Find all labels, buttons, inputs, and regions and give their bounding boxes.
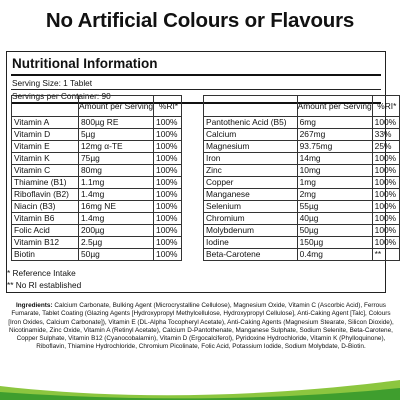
nutrient-amount: 2mg: [297, 189, 372, 201]
header-ri: %RI*: [372, 96, 399, 117]
nutrient-amount: 6mg: [297, 117, 372, 129]
headline: No Artificial Colours or Flavours: [45, 9, 355, 32]
nutrient-table-left: [11, 95, 182, 261]
nutrient-table-right: [203, 95, 400, 261]
header-amount: Amount per Serving: [297, 96, 372, 117]
table-row: [12, 213, 182, 225]
serving-size: Serving Size: 1 Tablet: [12, 78, 93, 88]
nutrient-ri: 100%: [154, 141, 182, 153]
nutrient-name: Manganese: [204, 189, 298, 201]
nutrient-amount: 50µg: [297, 225, 372, 237]
nutrient-ri: 100%: [154, 189, 182, 201]
nutrient-name: Vitamin C: [12, 165, 79, 177]
table-row: [12, 117, 182, 129]
table-row: [204, 237, 400, 249]
nutrient-amount: 93.75mg: [297, 141, 372, 153]
nutrient-name: Copper: [204, 177, 298, 189]
table-row: [12, 141, 182, 153]
table-row: [12, 249, 182, 261]
table-row: [204, 153, 400, 165]
nutrient-amount: 55µg: [297, 201, 372, 213]
table-header-row: [204, 96, 400, 117]
nutrient-ri: 100%: [154, 225, 182, 237]
table-row: [12, 177, 182, 189]
table-row: [204, 225, 400, 237]
nutrient-ri: 100%: [372, 117, 399, 129]
nutrient-amount: 14mg: [297, 153, 372, 165]
nutrient-amount: 80mg: [79, 165, 154, 177]
table-row: [204, 117, 400, 129]
nutrient-ri: 100%: [372, 189, 399, 201]
nutrient-ri: 33%: [372, 129, 399, 141]
nutrient-amount: 800µg RE: [79, 117, 154, 129]
table-row: [204, 141, 400, 153]
ingredients-block: [7, 302, 395, 352]
nutrient-ri: 100%: [372, 213, 399, 225]
footnote-no-ri: ** No RI established: [7, 280, 82, 290]
nutrient-name: Zinc: [204, 165, 298, 177]
nutrient-name: Thiamine (B1): [12, 177, 79, 189]
nutrient-ri: 100%: [154, 117, 182, 129]
nutrient-name: Magnesium: [204, 141, 298, 153]
panel-title: Nutritional Information: [12, 56, 158, 71]
nutrient-ri: 100%: [372, 201, 399, 213]
ingredients-text: Calcium Carbonate, Bulking Agent (Microcrystalline Cellulose), Magnesium Oxide, Vitamin C (Ascorbic Acid), Ferrous Fumarate, Tablet Coating (Glazing Agents [Hydroxypropyl Methylcellulose, Hydroxypropyl Cellulose], Anti-Caking Agent [Talc], Colours [Iron Oxides, Calcium Carbonate]), Vitamin E (DL-Alpha Tocopheryl Acetate), Anti-Caking Agents (Magnesium Stearate, Silicon Dioxide), Nicotinamide, Zinc Oxide, Vitamin A (Retinyl Acetate), Calcium D-Pantothenate, Manganese Sulphate, Sodium Selenite, Beta-Carotene, Copper Sulphate, Vitamin B12 (Cyanocobalamin), Vitamin D (Ergocalciferol), Pyridoxine Hydrochloride, Vitamin K (Phylloquinone), Riboflavin, Thiamine Hydrochloride, Chromium Picolinate, Folic Acid, Potassium Iodide, Sodium Molybdate, D-Biotin.: [8, 302, 394, 351]
title-rule: [11, 74, 381, 76]
nutrient-ri: 100%: [372, 177, 399, 189]
table-header-row: [12, 96, 182, 117]
nutrient-name: Iodine: [204, 237, 298, 249]
nutrient-name: Calcium: [204, 129, 298, 141]
nutrient-name: Vitamin K: [12, 153, 79, 165]
nutrient-name: Niacin (B3): [12, 201, 79, 213]
nutrient-ri: 100%: [154, 165, 182, 177]
nutrient-amount: 150µg: [297, 237, 372, 249]
nutrient-ri: 100%: [154, 201, 182, 213]
nutrient-ri: 100%: [154, 153, 182, 165]
nutrient-amount: 2.5µg: [79, 237, 154, 249]
nutrient-ri: 100%: [372, 237, 399, 249]
nutrient-amount: 0.4mg: [297, 249, 372, 261]
nutrient-ri: 100%: [154, 177, 182, 189]
table-row: [204, 129, 400, 141]
nutrient-ri: 25%: [372, 141, 399, 153]
nutrient-ri: 100%: [154, 237, 182, 249]
nutrient-amount: 200µg: [79, 225, 154, 237]
servings-per-container: Servings per Container: 90: [12, 91, 111, 101]
header-amount: Amount per Serving: [79, 96, 154, 117]
nutrient-name: Pantothenic Acid (B5): [204, 117, 298, 129]
green-wave-decoration: [0, 378, 400, 400]
nutrient-name: Chromium: [204, 213, 298, 225]
nutrient-ri: 100%: [372, 153, 399, 165]
serving-rule: [11, 89, 381, 90]
nutrient-ri: **: [372, 249, 399, 261]
nutrient-amount: 267mg: [297, 129, 372, 141]
nutrient-amount: 75µg: [79, 153, 154, 165]
table-row: [12, 165, 182, 177]
table-row: [12, 129, 182, 141]
nutrient-ri: 100%: [154, 129, 182, 141]
nutrient-amount: 5µg: [79, 129, 154, 141]
nutrient-amount: 12mg α-TE: [79, 141, 154, 153]
nutrient-ri: 100%: [372, 165, 399, 177]
table-row: [204, 201, 400, 213]
nutrient-name: Vitamin A: [12, 117, 79, 129]
nutrient-name: Riboflavin (B2): [12, 189, 79, 201]
nutrient-amount: 16mg NE: [79, 201, 154, 213]
table-row: [12, 237, 182, 249]
table-row: [204, 177, 400, 189]
table-row: [12, 225, 182, 237]
ingredients-label: Ingredients:: [16, 302, 53, 309]
nutrient-amount: 50µg: [79, 249, 154, 261]
nutrient-name: Vitamin D: [12, 129, 79, 141]
nutrient-amount: 1mg: [297, 177, 372, 189]
table-row: [204, 213, 400, 225]
header-nutrient: [204, 96, 298, 117]
nutrient-ri: 100%: [154, 213, 182, 225]
table-row: [12, 189, 182, 201]
header-ri: %RI*: [154, 96, 182, 117]
nutrient-ri: 100%: [372, 225, 399, 237]
nutrient-name: Folic Acid: [12, 225, 79, 237]
nutrient-name: Beta-Carotene: [204, 249, 298, 261]
nutrient-name: Biotin: [12, 249, 79, 261]
nutrient-amount: 1.1mg: [79, 177, 154, 189]
header-nutrient: [12, 96, 79, 117]
nutrient-amount: 10mg: [297, 165, 372, 177]
nutrient-ri: 100%: [154, 249, 182, 261]
nutrient-name: Molybdenum: [204, 225, 298, 237]
footnote-reference-intake: * Reference Intake: [7, 268, 76, 278]
table-row: [204, 249, 400, 261]
table-row: [12, 201, 182, 213]
nutrient-name: Iron: [204, 153, 298, 165]
nutrient-amount: 40µg: [297, 213, 372, 225]
table-row: [204, 189, 400, 201]
table-row: [204, 165, 400, 177]
table-row: [12, 153, 182, 165]
nutrient-amount: 1.4mg: [79, 213, 154, 225]
nutrient-name: Vitamin B12: [12, 237, 79, 249]
nutrient-name: Selenium: [204, 201, 298, 213]
nutrient-name: Vitamin B6: [12, 213, 79, 225]
nutrient-name: Vitamin E: [12, 141, 79, 153]
nutrient-amount: 1.4mg: [79, 189, 154, 201]
